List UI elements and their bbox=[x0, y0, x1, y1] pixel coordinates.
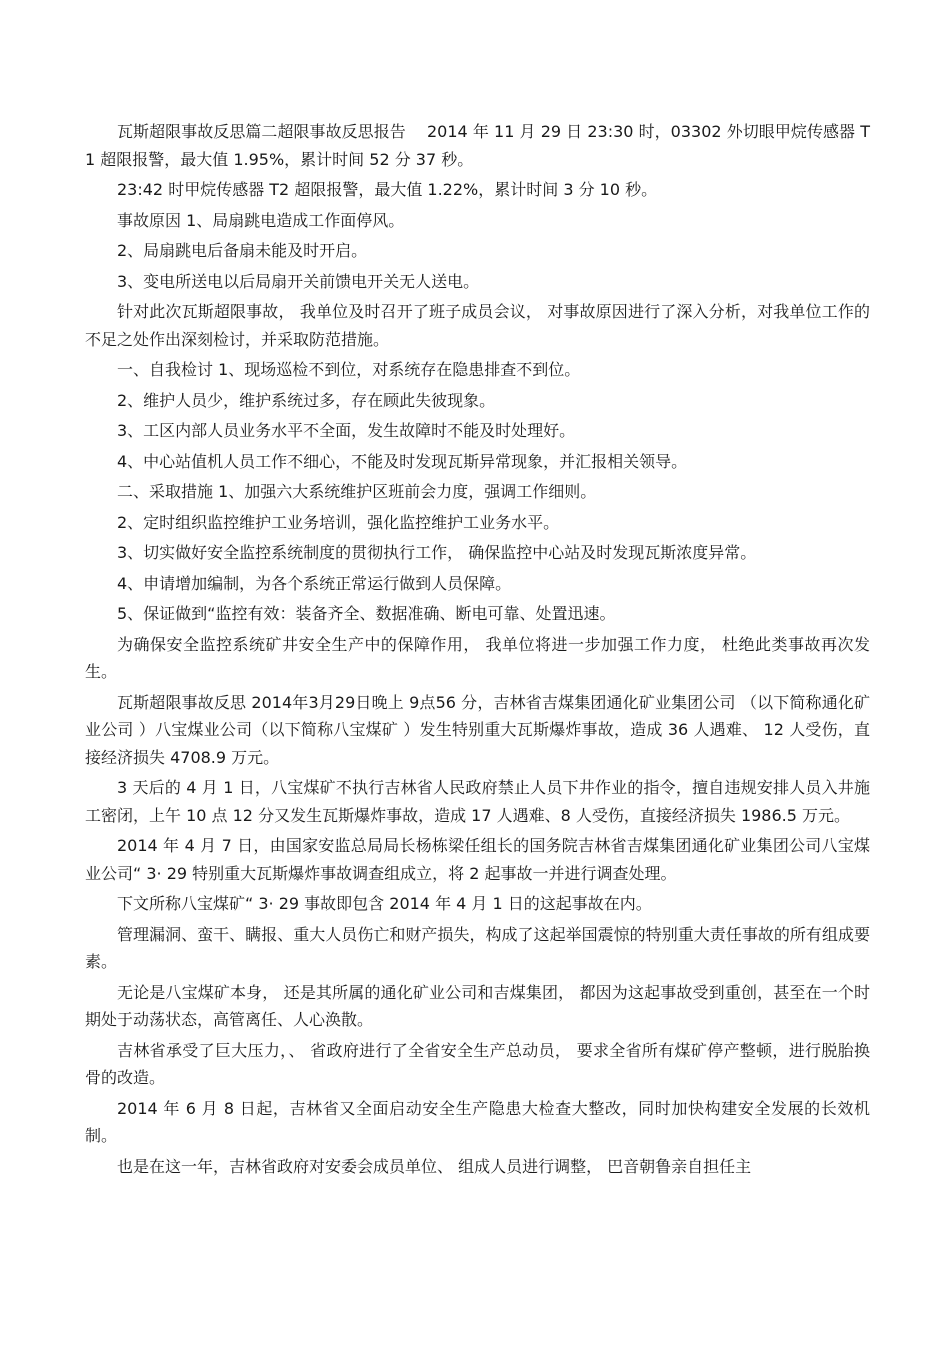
paragraph: 5、保证做到“监控有效：装备齐全、数据准确、断电可靠、处置迅速。 bbox=[117, 604, 616, 623]
paragraph: 4、申请增加编制，为各个系统正常运行做到人员保障。 bbox=[117, 573, 512, 593]
paragraph: 3 天后的 4 月 1 日，八宝煤矿不执行吉林省人民政府禁止人员下井作业的指令，擅自违规安排人员入井施工密闭，上午 10 点 12 分又发生瓦斯爆炸事故，造成 17 人遇难、8 人受伤，直接经济损失 1986.5 万元。 bbox=[85, 778, 870, 825]
paragraph: 2014 年 6 月 8 日起，吉林省又全面启动安全生产隐患大检查大整改，同时加快构建安全发展的长效机制。 bbox=[85, 1098, 870, 1145]
document-body bbox=[85, 118, 870, 1183]
paragraph: 无论是八宝煤矿本身， 还是其所属的通化矿业公司和吉煤集团， 都因为这起事故受到重创，甚至在一个时期处于动荡状态，高管离任、人心涣散。 bbox=[85, 982, 870, 1029]
paragraph: 管理漏洞、蛮干、瞒报、重大人员伤亡和财产损失，构成了这起举国震惊的特别重大责任事故的所有组成要素。 bbox=[85, 924, 870, 971]
paragraph: 下文所称八宝煤矿“ 3· 29 事故即包含 2014 年 4 月 1 日的这起事故在内。 bbox=[117, 894, 652, 913]
paragraph: 事故原因 1、局扇跳电造成工作面停风。 bbox=[117, 210, 405, 230]
paragraph: 23:42 时甲烷传感器 T2 超限报警，最大值 1.22%，累计时间 3 分 10 秒。 bbox=[117, 180, 658, 199]
paragraph: 瓦斯超限事故反思 2014年3月29日晚上 9点56 分，吉林省吉煤集团通化矿业集团公司 （以下简称通化矿业公司 ）八宝煤业公司（以下简称八宝煤矿 ）发生特别重大瓦斯爆炸事故，造成 36 人遇难、 12 人受伤，直接经济损失 4708.9 万元。 bbox=[85, 692, 870, 767]
paragraph: 2、定时组织监控维护工业务培训，强化监控维护工业务水平。 bbox=[117, 512, 560, 532]
paragraph: 也是在这一年，吉林省政府对安委会成员单位、 组成人员进行调整， 巴音朝鲁亲自担任主 bbox=[117, 1156, 752, 1176]
paragraph: 3、工区内部人员业务水平不全面，发生故障时不能及时处理好。 bbox=[117, 421, 576, 440]
paragraph: 3、变电所送电以后局扇开关前馈电开关无人送电。 bbox=[117, 271, 480, 291]
paragraph: 二、采取措施 1、加强六大系统维护区班前会力度，强调工作细则。 bbox=[117, 482, 597, 501]
paragraph: 一、自我检讨 1、现场巡检不到位，对系统存在隐患排查不到位。 bbox=[117, 360, 581, 379]
paragraph: 2014 年 4 月 7 日，由国家安监总局局长杨栋梁任组长的国务院吉林省吉煤集团通化矿业集团公司八宝煤业公司“ 3· 29 特别重大瓦斯爆炸事故调查组成立，将 2 起事故一并进行调查处理。 bbox=[85, 836, 870, 883]
paragraph: 为确保安全监控系统矿井安全生产中的保障作用， 我单位将进一步加强工作力度， 杜绝此类事故再次发生。 bbox=[85, 634, 870, 681]
paragraph: 2、维护人员少，维护系统过多，存在顾此失彼现象。 bbox=[117, 390, 496, 410]
paragraph: 瓦斯超限事故反思篇二超限事故反思报告 2014 年 11 月 29 日 23:30 时，03302 外切眼甲烷传感器 T1 超限报警，最大值 1.95%，累计时间 52 分 37 秒。 bbox=[85, 122, 870, 169]
paragraph: 2、局扇跳电后备扇未能及时开启。 bbox=[117, 241, 368, 260]
paragraph: 针对此次瓦斯超限事故， 我单位及时召开了班子成员会议， 对事故原因进行了深入分析，对我单位工作的不足之处作出深刻检讨，并采取防范措施。 bbox=[85, 302, 870, 349]
paragraph: 4、中心站值机人员工作不细心，不能及时发现瓦斯异常现象，并汇报相关领导。 bbox=[117, 451, 688, 471]
paragraph: 吉林省承受了巨大压力，、 省政府进行了全省安全生产总动员， 要求全省所有煤矿停产整顿，进行脱胎换骨的改造。 bbox=[85, 1040, 870, 1087]
paragraph: 3、切实做好安全监控系统制度的贯彻执行工作， 确保监控中心站及时发现瓦斯浓度异常。 bbox=[117, 543, 757, 562]
